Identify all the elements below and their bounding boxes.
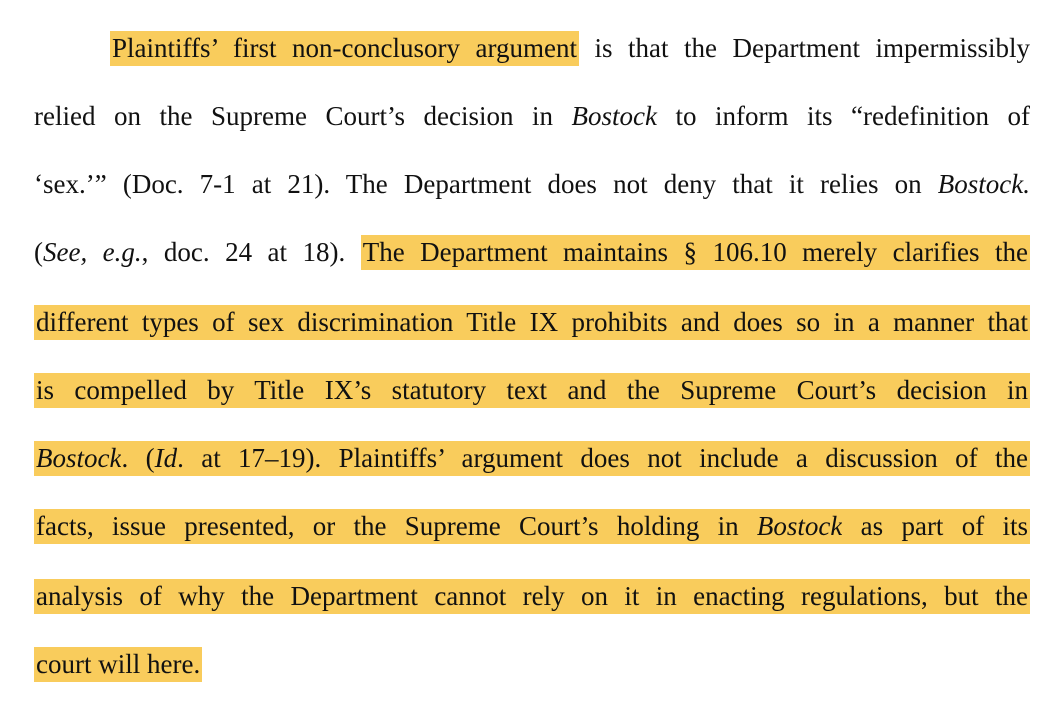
highlighted-text: . ( [121,441,154,476]
highlighted-text: . at 17–19). Plaintiffs’ argument does not include a discussion of the [177,441,1030,476]
text-line-10 [34,644,1030,684]
text-line-1 [110,28,1030,68]
highlighted-text: Bostock [757,509,842,544]
body-text: ( [34,237,43,267]
text-line-9 [34,576,1030,616]
highlighted-text: Id [155,441,178,476]
text-line-3 [34,164,1030,204]
highlighted-text: The Department maintains § 106.10 merely clarifies the [361,235,1030,270]
highlighted-text: is compelled by Title IX’s statutory text and the Supreme Court’s decision in [34,373,1030,408]
highlighted-text: Plaintiffs’ first non-conclusory argument [110,31,579,66]
body-text: ‘sex.’” (Doc. 7-1 at 21). The Department does not deny that it relies on [34,169,938,199]
body-text: See, e.g. [43,237,142,267]
highlighted-text: as part of its [842,509,1030,544]
text-line-5 [34,302,1030,342]
body-text: Bostock [571,101,657,131]
highlighted-text: court will here. [34,647,202,682]
body-text: Bostock. [937,169,1030,199]
text-line-8 [34,506,1030,546]
body-text: is that the Department impermissibly [578,33,1030,63]
text-line-7 [34,438,1030,478]
body-text: relied on the Supreme Court’s decision in [34,101,572,131]
body-text: to inform its “redefinition of [657,101,1030,131]
body-text: , doc. 24 at 18). [141,237,361,267]
highlighted-text: analysis of why the Department cannot rely on it in enacting regulations, but the [34,579,1030,614]
text-line-6 [34,370,1030,410]
highlighted-text: Bostock [34,441,121,476]
highlighted-text: facts, issue presented, or the Supreme Court’s holding in [34,509,757,544]
highlighted-text: different types of sex discrimination Title IX prohibits and does so in a manner that [34,305,1030,340]
text-line-4 [34,232,1030,272]
text-line-2 [34,96,1030,136]
